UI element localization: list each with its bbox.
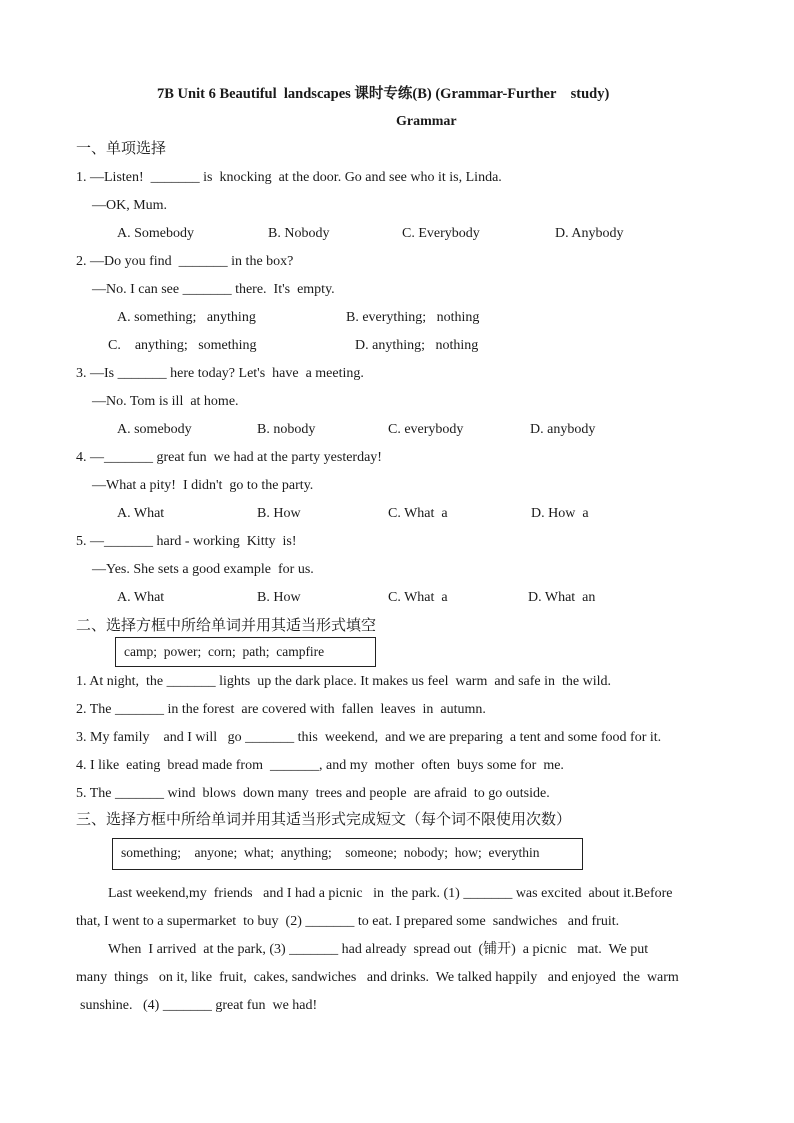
q5-option-c: C. What a [388,590,448,605]
passage-line-5: sunshine. (4) _______ great fun we had! [80,998,318,1013]
q2-option-a: A. something; anything [117,310,256,325]
q4-reply: —What a pity! I didn't go to the party. [92,478,314,493]
section3-word-box: something; anyone; what; anything; someone; nobody; how; everythin [112,838,583,870]
q4-option-d: D. How a [531,506,589,521]
passage-line-2: that, I went to a supermarket to buy (2) _______ to eat. I prepared some sandwiches and fruit. [76,914,620,929]
section2-word-box: camp; power; corn; path; campfire [115,637,376,667]
q1-option-c: C. Everybody [402,226,480,241]
q2-option-c: C. anything; something [108,338,257,353]
q2-stem: 2. —Do you find _______ in the box? [76,254,294,269]
s2-item-3: 3. My family and I will go _______ this weekend, and we are preparing a tent and some food for it. [76,730,662,745]
q5-option-a: A. What [117,590,165,605]
page-title: 7B Unit 6 Beautiful landscapes 课时专练(B) (Grammar-Further study) [157,86,610,102]
q3-option-b: B. nobody [257,422,316,437]
page-subtitle: Grammar [396,114,457,129]
section1-heading: 一、单项选择 [76,141,167,157]
q1-option-b: B. Nobody [268,226,330,241]
section3-heading: 三、选择方框中所给单词并用其适当形式完成短文（每个词不限使用次数） [76,812,572,828]
q3-option-a: A. somebody [117,422,192,437]
q4-option-a: A. What [117,506,165,521]
passage-line-4: many things on it, like fruit, cakes, sandwiches and drinks. We talked happily and enjoyed the warm [76,970,679,985]
q5-reply: —Yes. She sets a good example for us. [92,562,314,577]
passage-line-1: Last weekend,my friends and I had a picnic in the park. (1) _______ was excited about it.Before [108,886,673,901]
q3-option-d: D. anybody [530,422,596,437]
q1-option-d: D. Anybody [555,226,624,241]
q5-stem: 5. —_______ hard - working Kitty is! [76,534,297,549]
q2-option-b: B. everything; nothing [346,310,480,325]
s2-item-2: 2. The _______ in the forest are covered with fallen leaves in autumn. [76,702,486,717]
q4-stem: 4. —_______ great fun we had at the party yesterday! [76,450,382,465]
q1-stem: 1. —Listen! _______ is knocking at the door. Go and see who it is, Linda. [76,170,502,185]
q4-option-b: B. How [257,506,301,521]
q2-option-d: D. anything; nothing [355,338,479,353]
q3-stem: 3. —Is _______ here today? Let's have a meeting. [76,366,364,381]
q5-option-d: D. What an [528,590,596,605]
q3-option-c: C. everybody [388,422,464,437]
q2-reply: —No. I can see _______ there. It's empty. [92,282,335,297]
q5-option-b: B. How [257,590,301,605]
q3-reply: —No. Tom is ill at home. [92,394,239,409]
q1-reply: —OK, Mum. [92,198,168,213]
s2-item-1: 1. At night, the _______ lights up the dark place. It makes us feel warm and safe in the wild. [76,674,611,689]
section2-heading: 二、选择方框中所给单词并用其适当形式填空 [76,618,377,634]
s2-item-4: 4. I like eating bread made from _______, and my mother often buys some for me. [76,758,564,773]
q1-option-a: A. Somebody [117,226,194,241]
s2-item-5: 5. The _______ wind blows down many trees and people are afraid to go outside. [76,786,550,801]
q4-option-c: C. What a [388,506,448,521]
passage-line-3: When I arrived at the park, (3) _______ had already spread out (铺开) a picnic mat. We put [108,942,649,957]
